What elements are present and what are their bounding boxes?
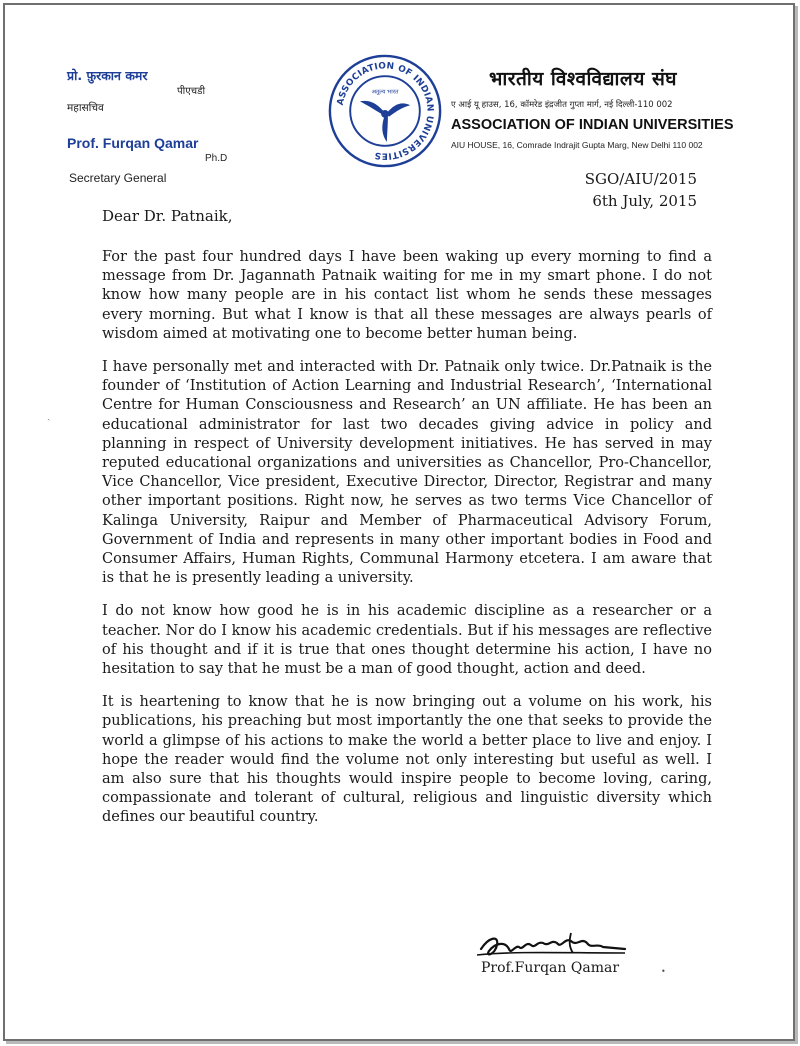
seal-inner-text: अतुल्य भारत <box>371 89 399 96</box>
seal-emblem-icon <box>360 101 410 142</box>
sender-degree: Ph.D <box>205 153 228 164</box>
aiu-seal-logo <box>327 53 443 169</box>
salutation: Dear Dr. Patnaik, <box>102 207 233 225</box>
reference-block <box>585 168 697 212</box>
signatory-name: Prof.Furqan Qamar <box>481 960 620 976</box>
stray-mark: ˏ <box>47 410 51 421</box>
sender-title: Secretary General <box>69 171 167 185</box>
org-name: ASSOCIATION OF INDIAN UNIVERSITIES <box>451 117 734 133</box>
paragraph: It is heartening to know that he is now bringing out a volume on his work, his publications, his preaching but most importantly the one that seeks to provide the world a glimpse of his actions to make the world a better place to live and enjoy. I hope the reader would find the volume not only interesting but useful as well. I am also sure that his thoughts would inspire people to become loving, caring, compassionate and tolerant of cultural, religious and linguistic diversity which defines our beautiful country. <box>102 694 712 826</box>
paragraph: I do not know how good he is in his academic discipline as a researcher or a teacher. Nor do I know his academic credentials. But if his messages are reflective of his thought and if it is true that ones thought determine his action, I have no hesitation to say that he must be a man of good thought, action and deed. <box>102 603 712 678</box>
paragraph: For the past four hundred days I have been waking up every morning to find a message from Dr. Jagannath Patnaik waiting for me in my smart phone. I do not know how many people are in his contact list whom he sends these messages every morning. But what I know is that all these messages are always pearls of wisdom aimed at motivating one to become better human being. <box>102 249 712 342</box>
sender-name-hindi: प्रो. फ़ुरकान कमर <box>67 68 148 83</box>
letter-date: 6th July, 2015 <box>592 192 697 210</box>
stray-mark: • <box>661 967 666 976</box>
sender-name: Prof. Furqan Qamar <box>67 135 199 151</box>
org-address-hindi: ए आई यू हाउस, 16, कॉमरेड इंद्रजीत गुप्ता मार्ग, नई दिल्ली-110 002 <box>451 100 673 110</box>
seal-ring-text: ASSOCIATION OF INDIAN UNIVERSITIES <box>335 61 435 161</box>
reference-number: SGO/AIU/2015 <box>584 170 697 188</box>
org-name-hindi: भारतीय विश्वविद्यालय संघ <box>489 68 678 90</box>
letter-page <box>3 3 795 1041</box>
letter-body <box>102 248 712 842</box>
sender-title-hindi: महासचिव <box>67 102 104 114</box>
sender-degree-hindi: पीएचडी <box>177 86 206 97</box>
org-address: AIU HOUSE, 16, Comrade Indrajit Gupta Marg, New Delhi 110 002 <box>451 140 703 150</box>
paragraph: I have personally met and interacted with Dr. Patnaik only twice. Dr.Patnaik is the founder of ‘Institution of Action Learning and Industrial Research’, ‘International Centre for Human Consciousness and Research’ an UN affiliate. He has been an educational administrator for last two decades giving advice in policy and planning in respect of University development initiatives. He has served in may reputed educational organizations and universities as Chancellor, Pro-Chancellor, Vice Chancellor, Vice president, Executive Director, Director, Registrar and many other important positions. Right now, he serves as two terms Vice Chancellor of Kalinga University, Raipur and Member of Pharmaceutical Advisory Forum, Government of India and represents in many other important bodies in Food and Consumer Affairs, Human Rights, Communal Harmony etcetera. I am aware that is that he is presently leading a university. <box>102 359 712 587</box>
